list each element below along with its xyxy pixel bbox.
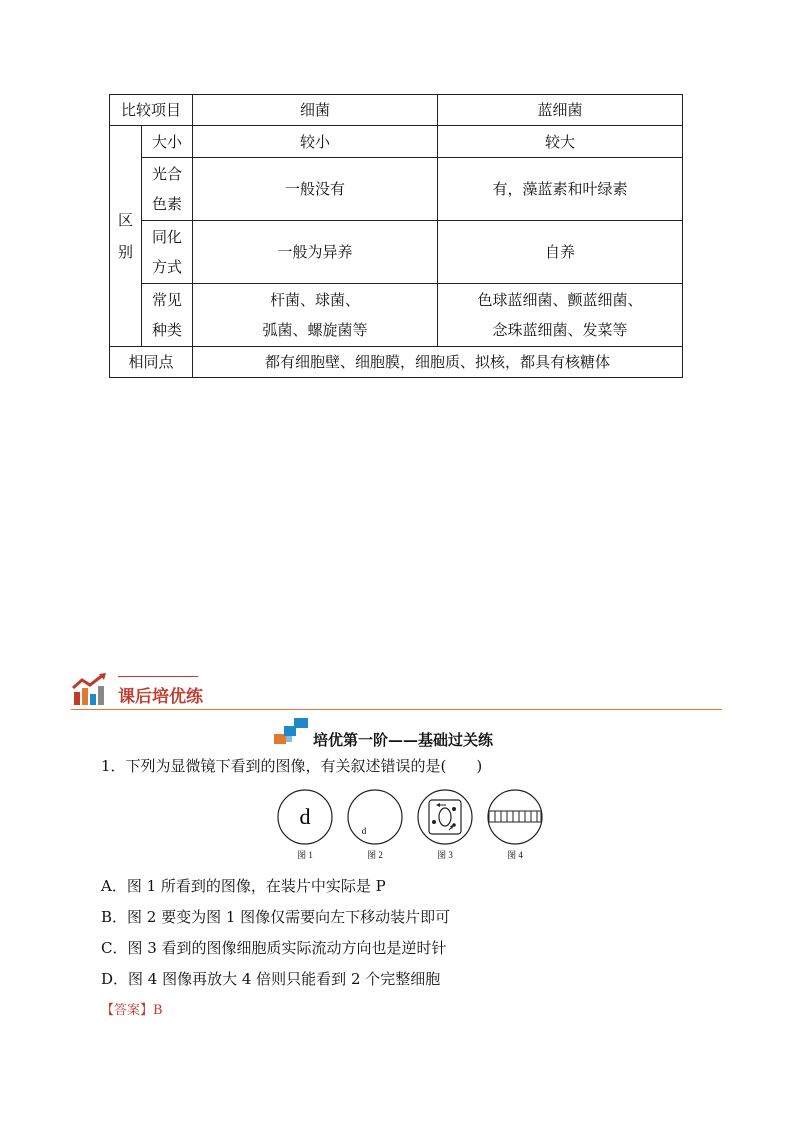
table-row — [110, 126, 683, 158]
row-label: 大小 — [142, 126, 193, 158]
row-label: 同化 方式 — [142, 221, 193, 284]
option-d[interactable]: D．图 4 图像再放大 4 倍则只能看到 2 个完整细胞 — [101, 970, 441, 988]
figure-1-letter: d — [299, 804, 311, 829]
comparison-table — [109, 94, 683, 378]
table-row — [110, 158, 683, 221]
section-top-line — [118, 676, 198, 677]
row-label: 光合 色素 — [142, 158, 193, 221]
stairs-icon — [274, 718, 310, 744]
cell-cyanobacteria: 自养 — [438, 221, 683, 284]
option-c[interactable]: C．图 3 看到的图像细胞质实际流动方向也是逆时针 — [101, 939, 447, 957]
figure-4 — [486, 788, 544, 861]
header-bacteria: 细菌 — [193, 95, 438, 126]
figure-caption: 图 1 — [297, 850, 313, 860]
microscope-view-4 — [486, 788, 544, 846]
table-row — [110, 284, 683, 347]
cell-cyanobacteria: 较大 — [438, 126, 683, 158]
microscope-view-2 — [346, 788, 404, 846]
option-a[interactable]: A．图 1 所看到的图像，在装片中实际是 P — [101, 877, 386, 895]
growth-chart-icon — [71, 672, 107, 706]
figure-3 — [416, 788, 474, 861]
answer: 【答案】B — [101, 1003, 163, 1018]
figure-caption: 图 3 — [437, 850, 453, 860]
microscope-view-1 — [276, 788, 334, 846]
common-value: 都有细胞壁、细胞膜，细胞质、拟核，都具有核糖体 — [193, 347, 683, 378]
question-stem: 1．下列为显微镜下看到的图像，有关叙述错误的是( ) — [101, 757, 483, 775]
cell-bacteria: 较小 — [193, 126, 438, 158]
common-label: 相同点 — [110, 347, 193, 378]
header-item: 比较项目 — [110, 95, 193, 126]
cell-bacteria: 一般为异养 — [193, 221, 438, 284]
section-divider — [71, 709, 722, 710]
figure-2-letter: d — [361, 826, 367, 836]
cell-cyanobacteria: 有，藻蓝素和叶绿素 — [438, 158, 683, 221]
figure-caption: 图 2 — [367, 850, 383, 860]
table-row — [110, 221, 683, 284]
group-label-difference: 区 别 — [110, 126, 142, 347]
cell-bacteria: 一般没有 — [193, 158, 438, 221]
figure-2 — [346, 788, 404, 861]
subsection-title: 培优第一阶——基础过关练 — [313, 731, 494, 749]
microscope-view-3 — [416, 788, 474, 846]
cell-bacteria: 杆菌、球菌、 弧菌、螺旋菌等 — [193, 284, 438, 347]
row-label: 常见 种类 — [142, 284, 193, 347]
option-b[interactable]: B．图 2 要变为图 1 图像仅需要向左下移动装片即可 — [101, 908, 451, 926]
figure-caption: 图 4 — [507, 850, 523, 860]
table-row-common — [110, 347, 683, 378]
figure-1 — [276, 788, 334, 861]
cell-cyanobacteria: 色球蓝细菌、颤蓝细菌、 念珠蓝细菌、发菜等 — [438, 284, 683, 347]
section-title: 课后培优练 — [118, 687, 203, 707]
table-header-row — [110, 95, 683, 126]
header-cyanobacteria: 蓝细菌 — [438, 95, 683, 126]
